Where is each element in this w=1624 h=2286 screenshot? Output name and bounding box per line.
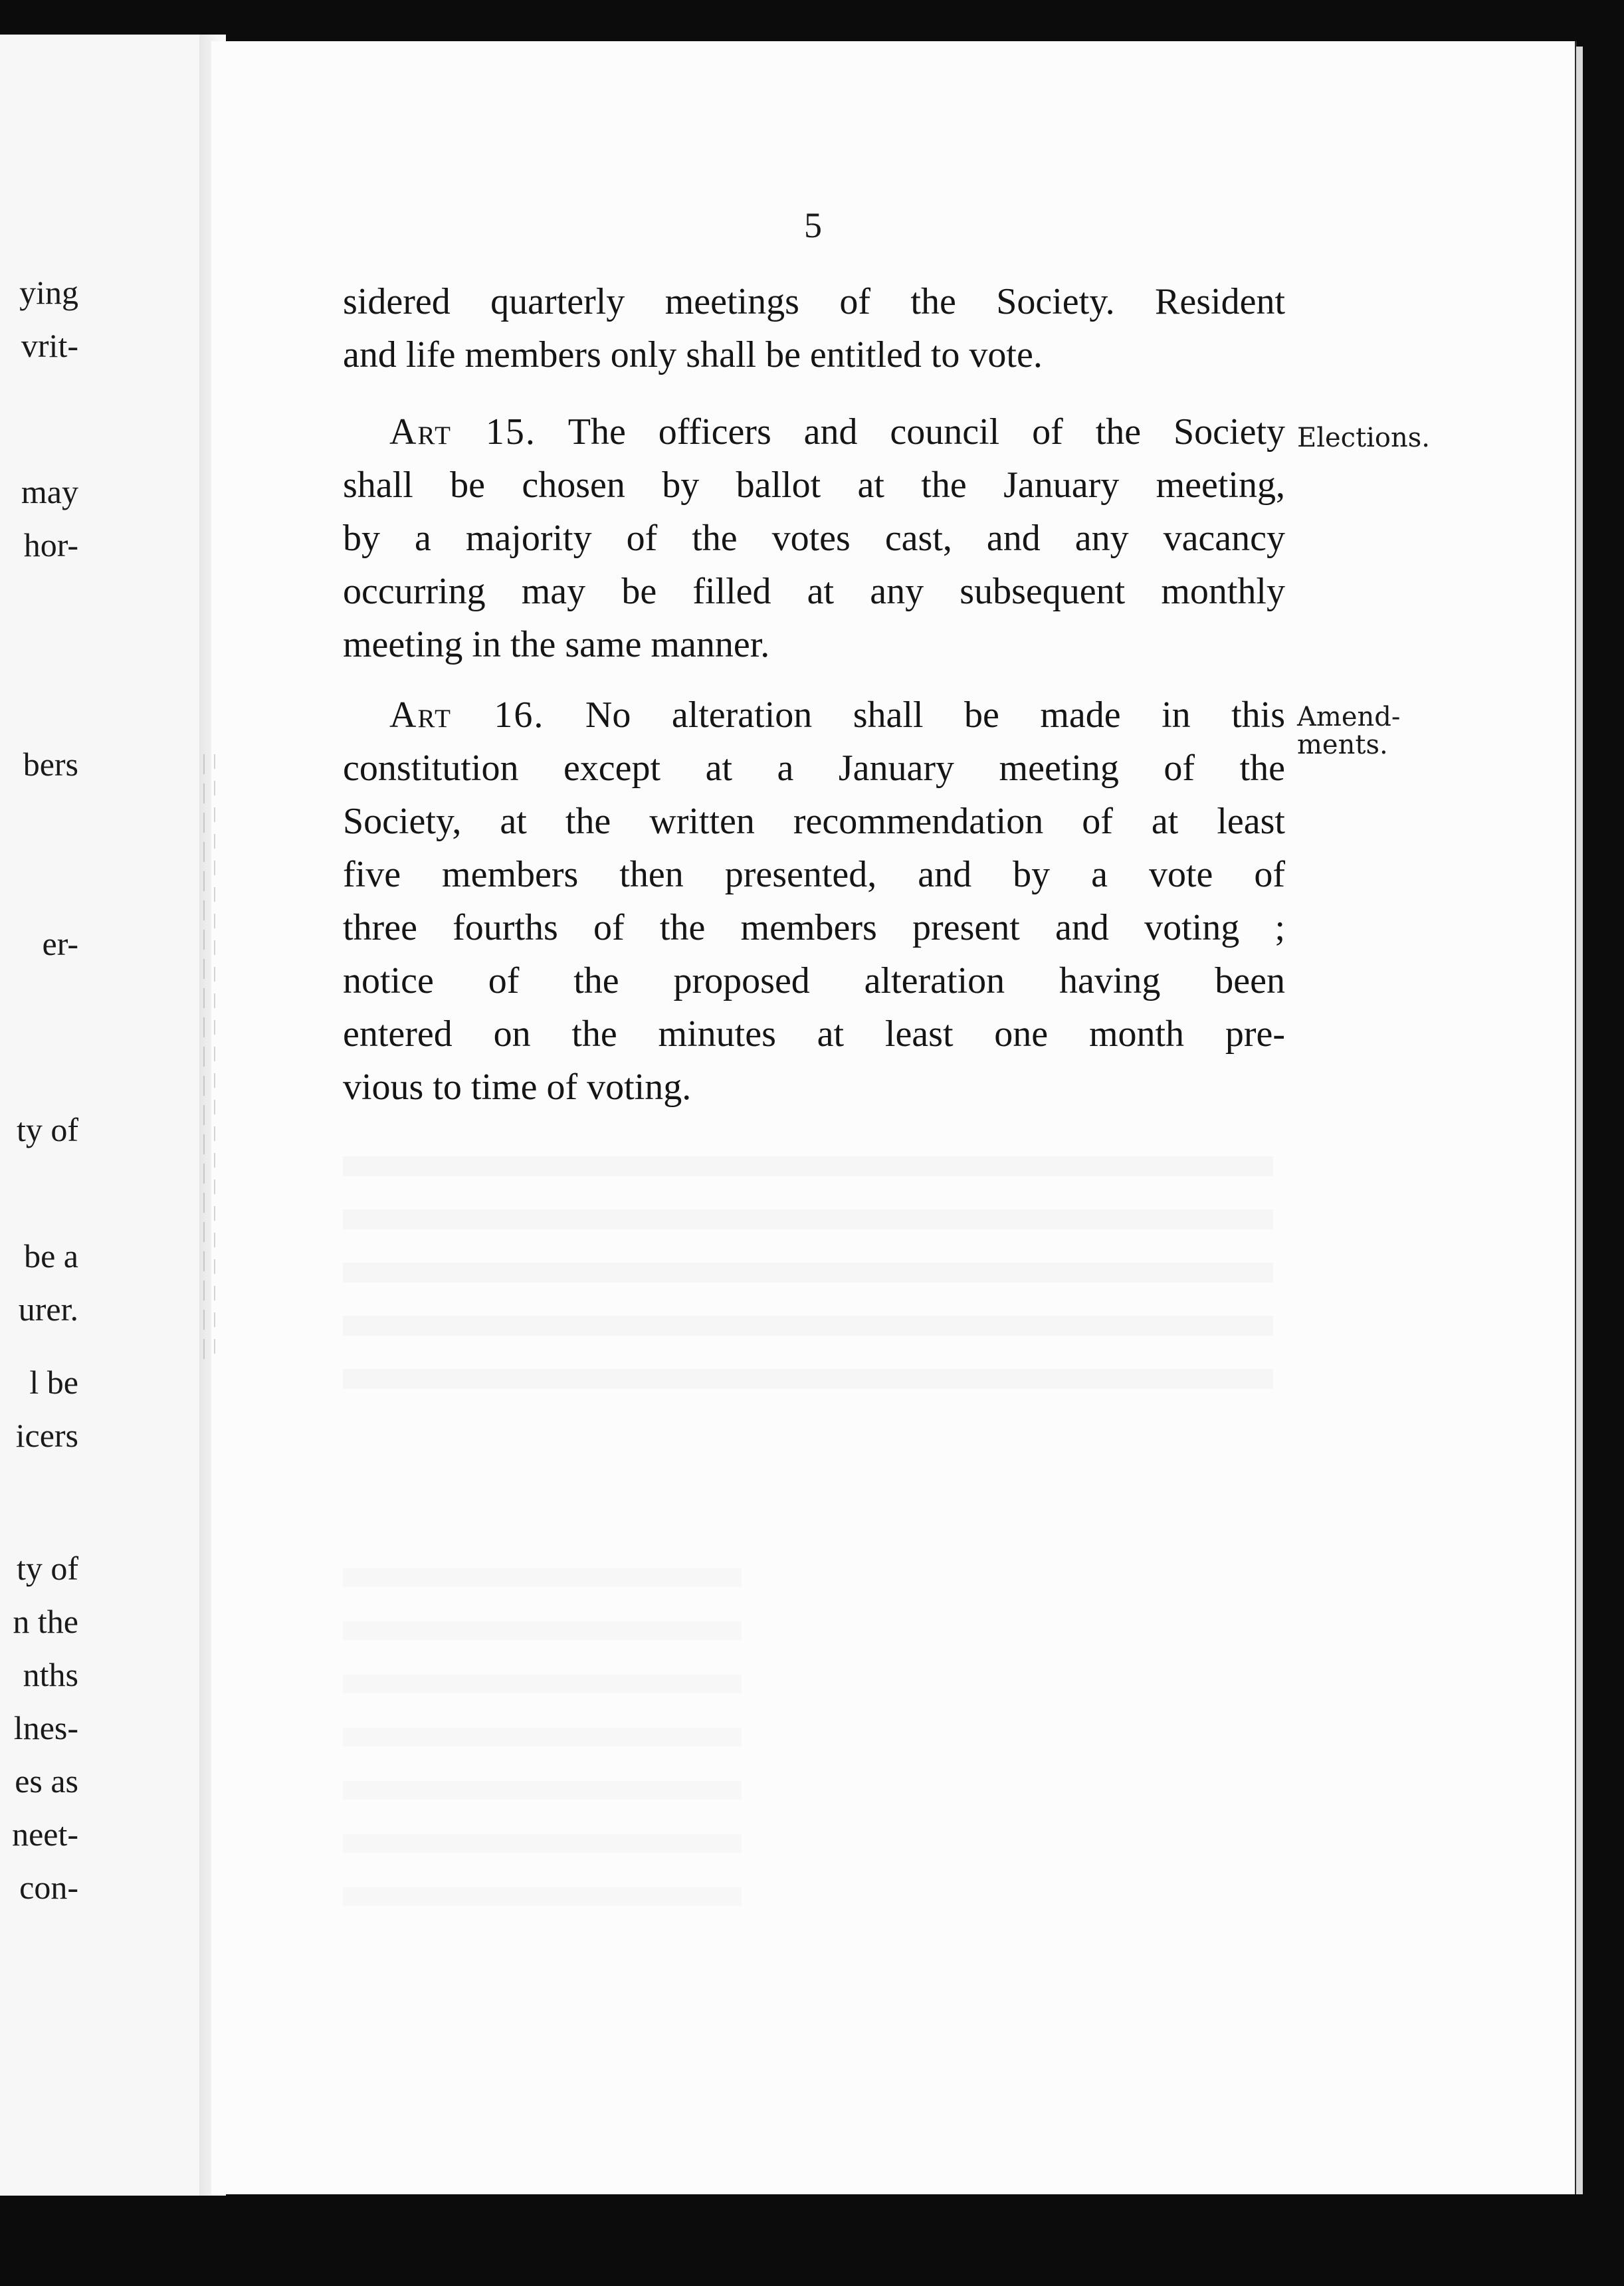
- left-fragment: may: [21, 473, 78, 510]
- left-fragment: er-: [42, 925, 78, 962]
- left-fragment: ty of: [16, 1550, 78, 1587]
- left-fragment: icers: [15, 1417, 78, 1454]
- text-line: sidered quarterly meetings of the Society. Resident: [343, 281, 1285, 322]
- margin-note-line: Amend-: [1297, 702, 1401, 732]
- text-line: meeting in the same manner.: [343, 624, 770, 665]
- text-line-content: The officers and council of the Society: [567, 411, 1286, 453]
- text-line: notice of the proposed alteration having been: [343, 960, 1285, 1001]
- text-line: five members then presented, and by a vote of: [343, 854, 1285, 895]
- margin-note-line: ments.: [1297, 730, 1388, 760]
- text-line: entered on the minutes at least one month pre-: [343, 1013, 1285, 1055]
- text-line: vious to time of voting.: [343, 1067, 692, 1108]
- text-line: [343, 688, 1285, 742]
- text-line: occurring may be filled at any subsequent monthly: [343, 571, 1285, 612]
- text-line: [343, 405, 1285, 459]
- left-fragment: ying: [19, 274, 78, 311]
- text-line: constitution except at a January meeting of the: [343, 748, 1285, 789]
- left-fragment: con-: [19, 1869, 78, 1906]
- left-fragment: hor-: [23, 526, 78, 564]
- left-fragment: l be: [29, 1364, 78, 1401]
- left-fragment: neet-: [12, 1816, 78, 1853]
- bleed-through: [343, 1130, 1273, 1396]
- bleed-through: [343, 1542, 742, 1914]
- left-fragment: ty of: [16, 1111, 78, 1148]
- article-label: Art 16.: [389, 694, 545, 736]
- margin-note-elections: Elections.: [1297, 423, 1431, 453]
- text-line: three fourths of the members present and voting ;: [343, 907, 1285, 948]
- text-line-content: No alteration shall be made in this: [585, 694, 1286, 736]
- page-number: 5: [804, 205, 822, 245]
- article-16: [343, 688, 1285, 1114]
- binding-thread-secondary: [214, 754, 215, 1366]
- page-edge: [1576, 47, 1583, 2194]
- article-15: [343, 405, 1285, 671]
- left-fragment: vrit-: [21, 327, 78, 364]
- text-line: shall be chosen by ballot at the January meeting,: [343, 465, 1285, 506]
- left-fragment: nths: [23, 1656, 78, 1693]
- text-line: Society, at the written recommendation of at least: [343, 801, 1285, 842]
- left-fragment: bers: [23, 746, 78, 783]
- text-line: and life members only shall be entitled to vote.: [343, 334, 1043, 375]
- left-fragment: urer.: [18, 1291, 78, 1328]
- text-line: by a majority of the votes cast, and any vacancy: [343, 518, 1285, 559]
- margin-note-amendments: [1297, 703, 1400, 759]
- binding-thread: [203, 754, 205, 1366]
- article-label: Art 15.: [389, 411, 536, 453]
- left-fragment: es as: [15, 1762, 78, 1800]
- left-fragment: be a: [24, 1237, 78, 1275]
- left-fragment: lnes-: [13, 1709, 78, 1746]
- left-fragment: n the: [13, 1603, 78, 1640]
- continuation-paragraph: [343, 275, 1285, 381]
